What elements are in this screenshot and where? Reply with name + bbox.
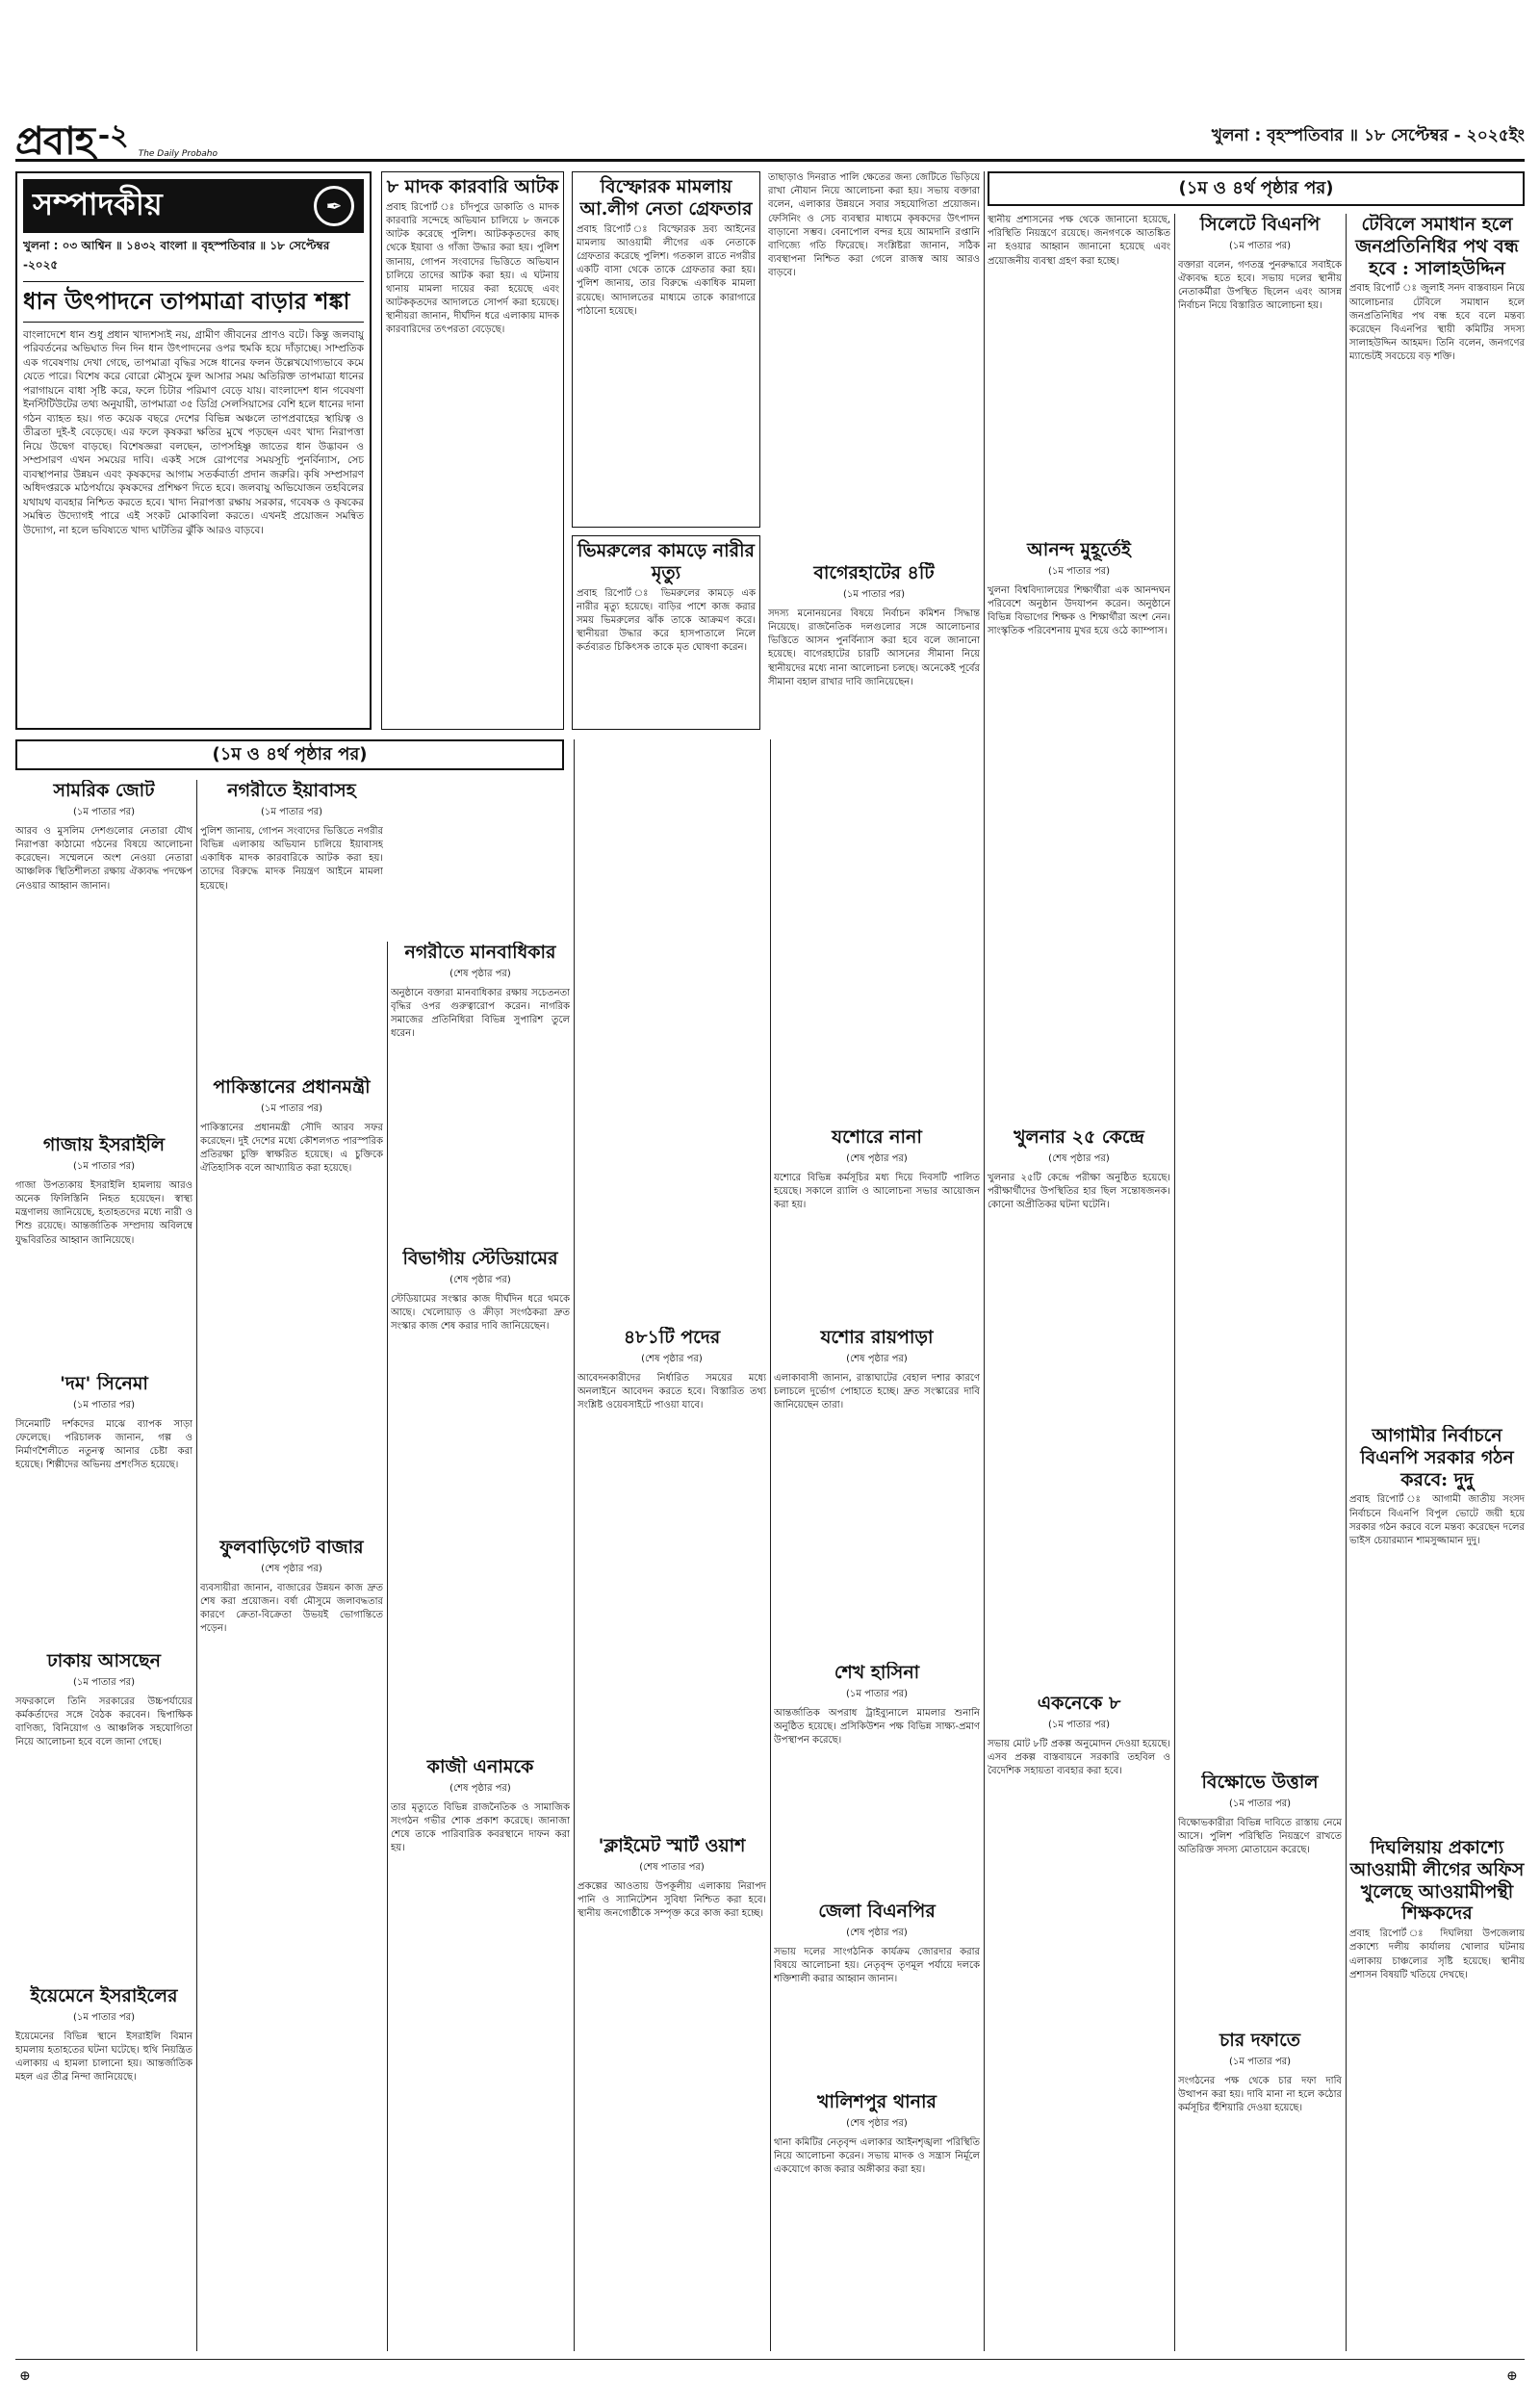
newspaper-logo: প্রবাহ [15,118,94,164]
article-yaba [200,780,383,1069]
headline: দিঘলিয়ায় প্রকাশ্যে আওয়ামী লীগের অফিস খুলেছে আওয়ামীপন্থী শিক্ষকদের [1349,1837,1525,1925]
column-rule [574,739,575,2351]
registration-mark-right: ⊕ [1506,2368,1518,2384]
masthead [15,114,1525,162]
editorial-headline: ধান উৎপাদনে তাপমাত্রা বাড়ার শঙ্কা [23,282,364,323]
column-rule [1174,214,1175,2351]
continued-note: (১ম পাতার পর) [260,806,323,817]
headline: 'দম' সিনেমা [60,1373,148,1394]
article-body: খুলনা বিশ্ববিদ্যালয়ের শিক্ষার্থীরা এক আনন্দঘন পরিবেশে অনুষ্ঠান উদযাপন করেন। অনুষ্ঠানে বিভিন্ন বিভাগের শিক্ষক ও শিক্ষার্থীরা অংশ নেন। সাংস্কৃতিক পরিবেশনায় মুখর হয়ে ওঠে ক্যাম্পাস। [988,584,1170,637]
article-body: অনুষ্ঠানে বক্তারা মানবাধিকার রক্ষায় সচেতনতা বৃদ্ধির ওপর গুরুত্বারোপ করেন। নাগরিক সমাজের প্রতিনিধিরা বিভিন্ন সুপারিশ তুলে ধরেন। [391,987,570,1040]
bottom-rule [15,2359,1525,2360]
article-yemen [15,1985,192,2351]
article-body: পাকিস্তানের প্রধানমন্ত্রী সৌদি আরব সফর করেছেন। দুই দেশের মধ্যে কৌশলগত পারস্পরিক প্রতিরক্ষা চুক্তি স্বাক্ষরিত হয়েছে। এ চুক্তিকে ঐতিহাসিক বলে আখ্যায়িত করা হয়েছে। [200,1122,383,1175]
article-jessore-nana [774,1126,980,1319]
headline: নগরীতে মানবাধিকার [404,942,556,963]
continued-note: (১ম পাতার পর) [72,806,136,817]
article-tablet [1349,214,1525,503]
column-rule [984,171,985,2351]
headline: টেবিলে সমাধান হলে জনপ্রতিনিধির পথ বন্ধ হবে : সালাহউদ্দিন [1355,214,1519,279]
headline: সিলেটে বিএনপি [1199,214,1321,235]
editorial-date: খুলনা : ০৩ আশ্বিন ॥ ১৪৩২ বাংলা ॥ বৃহস্পতিবার ॥ ১৮ সেপ্টেম্বর -২০২৫ [23,233,364,282]
registration-mark-left: ⊕ [19,2368,31,2384]
continued-note: (১ম পাতার পর) [1047,1719,1111,1730]
article-sheikh-hasina [774,1662,980,1893]
headline: 'ক্লাইমেট স্মার্ট ওয়াশ [598,1835,746,1856]
headline: জেলা বিএনপির [818,1901,936,1922]
headline: আনন্দ মুহূর্তেই [1027,539,1131,560]
article-body: পুলিশ জানায়, গোপন সংবাদের ভিত্তিতে নগরীর বিভিন্ন এলাকায় অভিযান চালিয়ে ইয়াবাসহ একাধিক মাদক কারবারিকে আটক করা হয়। তাদের বিরুদ্ধে মাদক নিয়ন্ত্রণ আইনে মামলা হয়েছে। [200,825,383,892]
article-stadium [391,1248,570,1748]
continued-banner-top: (১ম ও ৪র্থ পৃষ্ঠার পর) [988,171,1525,206]
article-zilla-bnp [774,1901,980,2083]
article-sylhet-bnp [1178,214,1342,503]
article-body: স্টেডিয়ামের সংস্কার কাজ দীর্ঘদিন ধরে থমকে আছে। খেলোয়াড় ও ক্রীড়া সংগঠকরা দ্রুত সংস্কার কাজ শেষ করার দাবি জানিয়েছেন। [391,1293,570,1333]
dateline: খুলনা : বৃহস্পতিবার ॥ ১৮ সেপ্টেম্বর - ২০২৫ইং [1211,125,1525,145]
article-body: যশোরে বিভিন্ন কর্মসূচির মধ্য দিয়ে দিবসটি পালিত হয়েছে। সকালে র‍্যালি ও আলোচনা সভার আয়োজন করা হয়। [774,1172,980,1211]
article-body: প্রবাহ রিপোর্ট ঃ চাঁদপুরে ডাকাতি ও মাদক কারবারি সন্দেহে অভিযান চালিয়ে ৮ জনকে আটক করেছে পুলিশ। আটককৃতদের কাছ থেকে ইয়াবা ও গাঁজা উদ্ধার করা হয়। পুলিশ জানায়, গোপন সংবাদের ভিত্তিতে অভিযান চালিয়ে তাদের আটক করা হয়। এ ঘটনায় থানায় মামলা দায়ের করা হয়েছে এবং আটককৃতদের আদালতে সোপর্দ করা হয়েছে। স্থানীয়রা জানান, দীর্ঘদিন ধরে এলাকায় মাদক কারবারিদের তৎপরতা বেড়েছে। [386,201,559,336]
article-body: তার মৃত্যুতে বিভিন্ন রাজনৈতিক ও সামাজিক সংগঠন গভীর শোক প্রকাশ করেছে। জানাজা শেষে তাকে পারিবারিক কবরস্থানে দাফন করা হয়। [391,1801,570,1854]
article-body: সিনেমাটি দর্শকদের মাঝে ব্যাপক সাড়া ফেলেছে। পরিচালক জানান, গল্প ও নির্মাণশৈলীতে নতুনত্ব আনার চেষ্টা করা হয়েছে। শিল্পীদের অভিনয় প্রশংসিত হয়েছে। [15,1418,192,1471]
headline: যশোর রায়পাড়া [820,1327,934,1348]
article-bikkhobe [1178,1772,1342,2022]
article-phulbari [200,1537,383,2351]
article-cinema [15,1373,192,1643]
article-climate [578,1835,766,2351]
article-body: সফরকালে তিনি সরকারের উচ্চপর্যায়ের কর্মকর্তাদের সঙ্গে বৈঠক করবেন। দ্বিপাক্ষিক বাণিজ্য, বিনিয়োগ ও আঞ্চলিক সহযোগিতা নিয়ে আলোচনা হবে বলে জানা গেছে। [15,1695,192,1748]
article-kazi [391,1756,570,2351]
article-body: প্রকল্পের আওতায় উপকূলীয় এলাকায় নিরাপদ পানি ও স্যানিটেশন সুবিধা নিশ্চিত করা হবে। স্থানীয় জনগোষ্ঠীকে সম্পৃক্ত করে কাজ করা হচ্ছে। [578,1880,766,1920]
article-ekanke [988,1693,1170,2351]
article-body: বিক্ষোভকারীরা বিভিন্ন দাবিতে রাস্তায় নেমে আসে। পুলিশ পরিস্থিতি নিয়ন্ত্রণে রাখতে অতিরিক্ত সদস্য মোতায়েন করেছে। [1178,1817,1342,1856]
headline: ইয়েমেনে ইসরাইলের [30,1985,178,2006]
continued-note: (শেষ পৃষ্ঠার পর) [641,1353,703,1364]
continued-note: (শেষ পৃষ্ঠার পর) [1048,1152,1110,1164]
headline: ভিমরুলের কামড়ে নারীর মৃত্যু [578,540,755,583]
column-rule [1346,214,1347,2351]
article-char-dafa [1178,2030,1342,2351]
article-wasp-death [572,535,760,730]
article-body: ব্যবসায়ীরা জানান, বাজারের উন্নয়ন কাজ দ্রুত শেষ করা প্রয়োজন। বর্ষা মৌসুমে জলাবদ্ধতার কারণে ক্রেতা-বিক্রেতা উভয়ই ভোগান্তিতে পড়েন। [200,1582,383,1635]
continued-note: (১ম পাতার পর) [72,1676,136,1688]
article-human-rights [391,942,570,1240]
continued-note: (১ম পাতার পর) [72,1160,136,1172]
headline: বিক্ষোভে উত্তাল [1201,1772,1319,1793]
headline: কাজী এনামকে [426,1756,534,1777]
continued-note: (১ম পাতার পর) [72,2011,136,2023]
article-khulna-25 [988,1126,1170,1685]
continued-note: (শেষ পৃষ্ঠার পর) [449,1782,511,1794]
article-body: তাছাড়াও দিনরাত পালি ক্ষেতের জন্য জেটিতে ভিড়িয়ে রাখা নৌযান নিয়ে আলোচনা করা হয়। সভায় বক্তারা বলেন, এলাকার উন্নয়নে সবার সহযোগিতা প্রয়োজন। ফেসিনিং ও সেচ ব্যবস্থার মাধ্যমে কৃষকদের উৎপাদন বাড়ানো সম্ভব। বেনাপোল বন্দর হয়ে আমদানি রপ্তানি বাণিজ্যে গতি ফিরেছে। সংশ্লিষ্টরা জানান, সঠিক ব্যবস্থাপনা নিশ্চিত করা গেলে রাজস্ব আয় আরও বাড়বে। [768,172,980,279]
continued-note: (১ম পাতার পর) [1228,240,1292,251]
continued-banner-middle: (১ম ও ৪র্থ পৃষ্ঠার পর) [15,739,564,770]
continued-note: (১ম পাতার পর) [1047,565,1111,577]
continued-note: (১ম পাতার পর) [842,588,906,600]
headline: ঢাকায় আসছেন [46,1650,162,1671]
continued-note: (শেষ পৃষ্ঠার পর) [846,1927,908,1938]
article-pakistan [200,1076,383,1529]
continued-note: (শেষ পৃষ্ঠার পর) [846,1353,908,1364]
article-continuation-2 [988,214,1170,531]
continued-note: (১ম পাতার পর) [845,1688,909,1699]
continued-note: (১ম পাতার পর) [260,1102,323,1114]
continued-note: (১ম পাতার পর) [72,1399,136,1411]
article-military [15,780,192,1126]
article-body: খুলনার ২৫টি কেন্দ্রে পরীক্ষা অনুষ্ঠিত হয়েছে। পরীক্ষার্থীদের উপস্থিতির হার ছিল সন্তোষজনক। কোনো অপ্রীতিকর ঘটনা ঘটেনি। [988,1172,1170,1211]
editorial [15,171,372,730]
headline: একনেকে ৮ [1037,1693,1121,1714]
article-posts-481 [578,1327,766,1827]
headline: পাকিস্তানের প্রধানমন্ত্রী [213,1076,371,1098]
article-body: সদস্য মনোনয়নের বিষয়ে নির্বাচন কমিশন সিদ্ধান্ত নিয়েছে। রাজনৈতিক দলগুলোর সঙ্গে আলোচনার ভিত্তিতে আসন পুনর্বিন্যাস করা হবে বলে জানানো হয়েছে। বাগেরহাটের চারটি আসনের সীমানা নিয়ে স্থানীয়দের মধ্যে নানা আলোচনা চলছে। অনেকেই পূর্বের সীমানা বহাল রাখার দাবি জানিয়েছেন। [768,608,980,687]
article-gaza [15,1134,192,1365]
article-ananda [988,539,1170,730]
continued-note: (১ম পাতার পর) [1228,1798,1292,1809]
continued-note: (শেষ পাতার পর) [639,1861,705,1873]
article-body: প্রবাহ রিপোর্ট ঃ জুলাই সনদ বাস্তবায়ন নিয়ে আলোচনার টেবিলে সমাধান হলে জনপ্রতিনিধির পথ বন্ধ হবে বলে মন্তব্য করেছেন বিএনপির স্থায়ী কমিটির সদস্য সালাহউদ্দিন আহমদ। তিনি বলেন, জনগণের ম্যান্ডেটই সবচেয়ে বড় শক্তি। [1349,283,1525,363]
article-dighalia [1349,1837,1525,2351]
headline: গাজায় ইসরাইলি [42,1134,166,1155]
headline: বিস্ফোরক মামলায় আ.লীগ নেতা গ্রেফতার [579,176,753,220]
headline: সামরিক জোট [53,780,155,801]
article-body: ইয়েমেনের বিভিন্ন স্থানে ইসরাইলি বিমান হামলায় হতাহতের ঘটনা ঘটেছে। হুথি নিয়ন্ত্রিত এলাকায় এ হামলা চালানো হয়। আন্তর্জাতিক মহল এর তীব্র নিন্দা জানিয়েছে। [15,2031,192,2083]
continued-note: (শেষ পৃষ্ঠার পর) [261,1563,322,1574]
editorial-body: বাংলাদেশে ধান শুধু প্রধান খাদ্যশস্যই নয়, গ্রামীণ জীবনের প্রাণও বটে। কিন্তু জলবায়ু পরিবর্তনের অভিঘাত দিন দিন ধান উৎপাদনের ওপর হুমকি হয়ে দাঁড়াচ্ছে। সাম্প্রতিক এক গবেষণায় দেখা গেছে, তাপমাত্রা বৃদ্ধির সঙ্গে ধানের ফলন উল্লেখযোগ্যভাবে কমে যেতে পারে। বিশেষ করে বোরো মৌসুমে ফুল আসার সময় অতিরিক্ত তাপমাত্রা ধানের পরাগায়নে বাধা সৃষ্টি করে, ফলে চিটার পরিমাণ বেড়ে যায়। বাংলাদেশ ধান গবেষণা ইনস্টিটিউটের তথ্য অনুযায়ী, তাপমাত্রা ৩৫ ডিগ্রি সেলসিয়াসের বেশি হলে ধানের দানা গঠন ব্যাহত হয়। গত কয়েক বছরে দেশের বিভিন্ন অঞ্চলে তাপপ্রবাহের স্থায়িত্ব ও তীব্রতা দুই-ই বেড়েছে। এর ফলে কৃষকরা ক্ষতির মুখে পড়ছেন এবং খাদ্য নিরাপত্তা নিয়ে উদ্বেগ বাড়ছে। বিশেষজ্ঞরা বলছেন, তাপসহিষ্ণু জাতের ধান উদ্ভাবন ও সম্প্রসারণ এখন সময়ের দাবি। একই সঙ্গে রোপণের সময়সূচি পুনর্বিন্যাস, সেচ ব্যবস্থাপনার উন্নয়ন এবং কৃষকদের আগাম সতর্কবার্তা প্রদান জরুরি। কৃষি সম্প্রসারণ অধিদপ্তরকে মাঠপর্যায়ে কৃষকদের প্রশিক্ষণ দিতে হবে। জলবায়ু অভিযোজন তহবিলের যথাযথ ব্যবহার নিশ্চিত করতে হবে। খাদ্য নিরাপত্তা রক্ষায় সরকার, গবেষক ও কৃষকের সমন্বিত উদ্যোগই পারে এই সংকট মোকাবিলা করতে। এখনই প্রয়োজন সমন্বিত উদ্যোগ, না হলে ভবিষ্যতে খাদ্য ঘাটতির ঝুঁকি আরও বাড়বে। [23,328,364,536]
headline: আগামীর নির্বাচনে বিএনপি সরকার গঠন করবে: দুদু [1360,1425,1514,1490]
article-body: আবেদনকারীদের নির্ধারিত সময়ের মধ্যে অনলাইনে আবেদন করতে হবে। বিস্তারিত তথ্য সংশ্লিষ্ট ওয়েবসাইটে পাওয়া যাবে। [578,1372,766,1411]
editorial-header [23,179,364,233]
article-khalishpur [774,2091,980,2351]
headline: খুলনার ২৫ কেন্দ্রে [1014,1126,1144,1148]
article-body: আন্তর্জাতিক অপরাধ ট্রাইব্যুনালে মামলার শুনানি অনুষ্ঠিত হয়েছে। প্রসিকিউশন পক্ষ বিভিন্ন সাক্ষ্য-প্রমাণ উপস্থাপন করেছে। [774,1707,980,1747]
logo-tagline: The Daily Probaho [138,149,218,159]
headline: বিভাগীয় স্টেডিয়ামের [402,1248,558,1269]
article-body: প্রবাহ রিপোর্ট ঃ আগামী জাতীয় সংসদ নির্বাচনে বিএনপি বিপুল ভোটে জয়ী হয়ে সরকার গঠন করবে বলে মন্তব্য করেছেন দলের ভাইস চেয়ারম্যান শামসুজ্জামান দুদু। [1349,1494,1525,1546]
editorial-title: সম্পাদকীয় [33,186,163,222]
headline: বাগেরহাটের ৪টি [813,562,935,583]
article-drug-dealers [381,171,564,730]
continued-note: (শেষ পৃষ্ঠার পর) [846,2117,908,2129]
article-al-leader [572,171,760,528]
article-body: গাজা উপত্যকায় ইসরাইলি হামলায় আরও অনেক ফিলিস্তিনি নিহত হয়েছেন। স্বাস্থ্য মন্ত্রণালয় জানিয়েছে, হতাহতদের মধ্যে নারী ও শিশু রয়েছে। আন্তর্জাতিক সম্প্রদায় অবিলম্বে যুদ্ধবিরতির আহ্বান জানিয়েছে। [15,1179,192,1246]
article-body: থানা কমিটির নেতৃবৃন্দ এলাকার আইনশৃঙ্খলা পরিস্থিতি নিয়ে আলোচনা করেন। সভায় মাদক ও সন্ত্রাস নির্মূলে একযোগে কাজ করার অঙ্গীকার করা হয়। [774,2136,980,2176]
article-body: সভায় দলের সাংগঠনিক কার্যক্রম জোরদার করার বিষয়ে আলোচনা হয়। নেতৃবৃন্দ তৃণমূল পর্যায়ে দলকে শক্তিশালী করার আহ্বান জানান। [774,1946,980,1985]
pen-icon: ✒ [314,186,354,226]
article-body: প্রবাহ রিপোর্ট ঃ ভিমরুলের কামড়ে এক নারীর মৃত্যু হয়েছে। বাড়ির পাশে কাজ করার সময় ভিমরুলের ঝাঁক তাকে আক্রমণ করে। স্থানীয়রা উদ্ধার করে হাসপাতালে নিলে কর্তব্যরত চিকিৎসক তাকে মৃত ঘোষণা করেন। [577,587,756,654]
headline: নগরীতে ইয়াবাসহ [227,780,356,801]
article-body: আরব ও মুসলিম দেশগুলোর নেতারা যৌথ নিরাপত্তা কাঠামো গঠনের বিষয়ে আলোচনা করেছেন। সম্মেলনে অংশ নেওয়া নেতারা আঞ্চলিক স্থিতিশীলতা রক্ষায় ঐক্যবদ্ধ পদক্ষেপ নেওয়ার আহ্বান জানান। [15,825,192,892]
column-rule [196,780,197,2351]
headline: চার দফাতে [1219,2030,1301,2051]
continued-note: (১ম পাতার পর) [1228,2056,1292,2067]
page-number: -২ [97,118,129,152]
article-body: স্থানীয় প্রশাসনের পক্ষ থেকে জানানো হয়েছে, পরিস্থিতি নিয়ন্ত্রণে রয়েছে। জনগণকে আতঙ্কিত না হওয়ার আহ্বান জানানো হয়েছে এবং প্রয়োজনীয় ব্যবস্থা গ্রহণ করা হচ্ছে। [988,215,1170,267]
column-rule [387,942,388,2351]
article-body: প্রবাহ রিপোর্ট ঃ বিস্ফোরক দ্রব্য আইনের মামলায় আওয়ামী লীগের এক নেতাকে গ্রেফতার করেছে পুলিশ। গতকাল রাতে নগরীর একটি বাসা থেকে তাকে গ্রেফতার করা হয়। পুলিশ জানায়, তার বিরুদ্ধে একাধিক মামলা রয়েছে। আদালতের মাধ্যমে তাকে কারাগারে পাঠানো হয়েছে। [577,223,756,317]
article-bagerhat [768,562,980,730]
continued-note: (শেষ পৃষ্ঠার পর) [846,1152,908,1164]
headline: খালিশপুর থানার [817,2091,937,2112]
article-body: প্রবাহ রিপোর্ট ঃ দিঘলিয়া উপজেলায় প্রকাশ্যে দলীয় কার্যালয় খোলার ঘটনায় এলাকায় চাঞ্চল্যের সৃষ্টি হয়েছে। স্থানীয় প্রশাসন বিষয়টি খতিয়ে দেখছে। [1349,1928,1525,1980]
headline: শেখ হাসিনা [834,1662,920,1683]
headline: যশোরে নানা [832,1126,922,1148]
headline: ৪৮১টি পদের [623,1327,721,1348]
article-continuation [768,171,980,556]
headline: ফুলবাড়িগেট বাজার [219,1537,364,1558]
headline: ৮ মাদক কারবারি আটক [386,176,559,197]
article-dhaka [15,1650,192,1978]
continued-note: (শেষ পৃষ্ঠার পর) [449,1274,511,1285]
article-body: বক্তারা বলেন, গণতন্ত্র পুনরুদ্ধারে সবাইকে ঐক্যবদ্ধ হতে হবে। সভায় দলের স্থানীয় নেতাকর্মীরা উপস্থিত ছিলেন এবং আসন্ন নির্বাচন নিয়ে বিস্তারিত আলোচনা হয়। [1178,259,1342,312]
continued-note: (শেষ পৃষ্ঠার পর) [449,968,511,979]
column-rule [770,739,771,2351]
article-body: সংগঠনের পক্ষ থেকে চার দফা দাবি উত্থাপন করা হয়। দাবি মানা না হলে কঠোর কর্মসূচির হুঁশিয়ারি দেওয়া হয়েছে। [1178,2075,1342,2114]
logo-group [15,112,218,164]
article-election [1349,1425,1525,1829]
article-jessore-rayapara [774,1327,980,1654]
article-body: সভায় মোট ৮টি প্রকল্প অনুমোদন দেওয়া হয়েছে। এসব প্রকল্প বাস্তবায়নে সরকারি তহবিল ও বৈদেশিক সহায়তা ব্যবহার করা হবে। [988,1738,1170,1777]
article-body: এলাকাবাসী জানান, রাস্তাঘাটের বেহাল দশার কারণে চলাচলে দুর্ভোগ পোহাতে হচ্ছে। দ্রুত সংস্কারের দাবি জানিয়েছেন তারা। [774,1372,980,1411]
